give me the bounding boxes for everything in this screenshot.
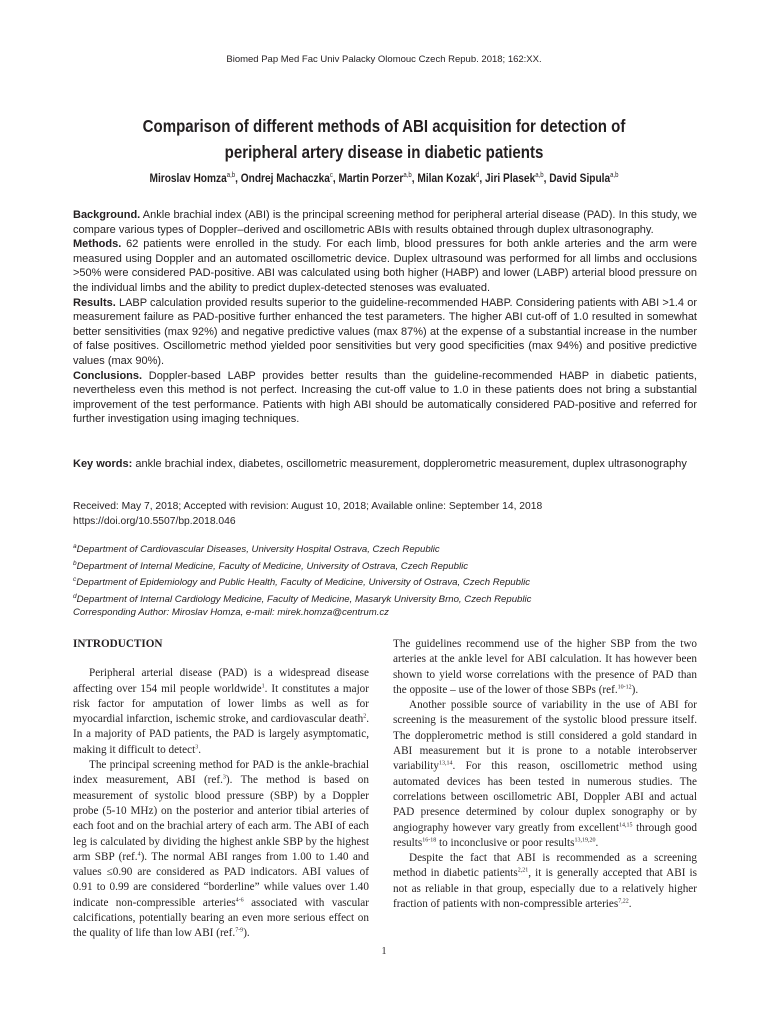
paragraph [73, 666, 369, 758]
conclusions-text: Doppler-based LABP provides better results than the guideline-recommended HABP in diabetic patients, nevertheless even this method is not perfect. Increasing the cut-off value to 1.0 in these patients does not bring a substantial improvement of the test performance. Patients with high ABI should be automatically considered PAD-positive and referred for further investigation using imaging techniques. [73, 369, 697, 426]
author-affiliation-mark: d [476, 172, 480, 180]
text-run: . It constitutes a major risk factor for amputation of lower limbs as well as for myocardial infarction, ischemic stroke, and cardiovascular death [73, 682, 370, 726]
citation-ref[interactable]: 1 [261, 682, 265, 689]
author-affiliation-mark: a,b [610, 172, 619, 180]
citation-ref[interactable]: 16-18 [422, 837, 437, 844]
text-run: . [198, 743, 202, 756]
affiliation-item [73, 590, 697, 607]
citation-ref[interactable]: 13,19,20 [574, 837, 596, 844]
paragraph [393, 637, 697, 698]
author-separator: , [543, 171, 550, 185]
affiliation-mark: d [73, 592, 77, 600]
author-name: Jiri Plasek [485, 171, 536, 185]
keywords-text: ankle brachial index, diabetes, oscillometric measurement, dopplerometric measurement, duplex ultrasonography [132, 458, 687, 470]
text-run: ). [243, 927, 250, 940]
author-affiliation-mark: a,b [403, 172, 412, 180]
article-dates [73, 500, 697, 529]
citation-ref[interactable]: 3 [222, 774, 226, 781]
author-name: Milan Kozak [417, 171, 477, 185]
received-line: Received: May 7, 2018; Accepted with revision: August 10, 2018; Available online: September 14, 2018 [73, 501, 543, 512]
text-run: . In a majority of PAD patients, the PAD is largely asymptomatic, making it difficult to detect [73, 713, 369, 756]
article-title: Comparison of different methods of ABI acquisition for detection of peripheral artery disease in diabetic patients [142, 116, 626, 162]
results-label: Results. [73, 296, 116, 309]
citation-ref[interactable]: 10-12 [617, 684, 632, 691]
author-list [71, 171, 697, 185]
text-run: . [628, 898, 632, 911]
citation-ref[interactable]: 7-9 [235, 927, 244, 934]
text-run: The guidelines recommend use of the higher SBP from the two arteries at the ankle level for ABI calculation. It has however been shown to yield worse correlations with the presence of PAD than the opposite – use of the lower of those SBPs (ref. [393, 638, 697, 696]
abstract-conclusions [73, 369, 697, 427]
text-run: associated with vascular calcifications, potentially bearing an even more serious effect on the quality of life than low ABI (ref. [73, 896, 369, 940]
citation-ref[interactable]: 2,21 [517, 867, 529, 874]
affiliation-text: Department of Internal Cardiology Medicine, Faculty of Medicine, Masaryk University Brno, Czech Republic [76, 593, 532, 605]
affiliation-mark: b [73, 559, 77, 567]
abstract-results [73, 296, 697, 369]
text-run: Another possible source of variability in the use of ABI for screening is the measurement of the systolic blood pressure itself. The dopplerometric method is still considered a gold standard in ABI measurement but it is prone to a notable interobserver variability [393, 699, 697, 773]
author-name: Martin Porzer [338, 171, 404, 185]
text-run: The principal screening method for PAD is the ankle-brachial index measurement, ABI (ref. [73, 759, 369, 787]
author-separator: , [235, 171, 241, 185]
author-affiliation-mark: a,b [226, 172, 236, 180]
author-separator: , [411, 171, 418, 185]
author-name: Ondrej Machaczka [240, 171, 330, 185]
affiliations [73, 540, 697, 620]
keywords-label: Key words: [73, 458, 133, 470]
text-run: ). The method is based on measurement of systolic blood pressure (SBP) by a Doppler probe (5-10 MHz) on the posterior and anterior tibial arteries of each foot and on the brachial artery of each arm. The ABI of each leg is calculated by dividing the highest ankle SBP by the highest arm SBP (ref. [73, 774, 369, 863]
text-run: . For this reason, oscillometric method using automated devices has been tested in numerous studies. The correlations between oscillometric ABI, Doppler ABI and actual PAD presence determined by colour duplex sonography or by angiography however vary greatly from excellent [393, 760, 697, 834]
citation-ref[interactable]: 4 [137, 851, 141, 858]
citation-ref[interactable]: 13,14 [438, 760, 453, 767]
citation-ref[interactable]: 2 [363, 713, 367, 720]
paragraph [73, 758, 369, 942]
section-heading: INTRODUCTION [73, 638, 163, 650]
text-run: , it is generally accepted that ABI is not as reliable in that group, especially due to a relatively higher fraction of patients with non-compressible arteries [393, 867, 698, 911]
affiliation-text: Department of Internal Medicine, Faculty of Medicine, University of Ostrava, Czech Republic [76, 560, 469, 572]
text-run: ). [631, 683, 639, 696]
abstract [73, 208, 697, 427]
paragraph [393, 698, 697, 851]
author-separator: , [479, 171, 486, 185]
body-column-right [393, 637, 697, 912]
text-run: ). The normal ABI ranges from 1.00 to 1.40 and values ≤0.90 are considered as PAD indicators. ABI values of 0.91 to 0.99 are considered “borderline” while values over 1.40 indicate non-compressible arteries [73, 850, 369, 909]
corresponding-author: Corresponding Author: Miroslav Homza, e-mail: mirek.homza@centrum.cz [73, 607, 389, 619]
affiliation-list [73, 540, 697, 606]
keywords [73, 457, 697, 472]
citation-ref[interactable]: 7,22 [618, 898, 629, 905]
background-text: Ankle brachial index (ABI) is the principal screening method for peripheral arterial disease (PAD). In this study, we compare various types of Doppler–derived and oscillometric ABIs with results obtained through duplex ultrasonography. [73, 209, 697, 236]
affiliation-mark: a [73, 543, 77, 550]
methods-text: 62 patients were enrolled in the study. For each limb, blood pressures for both ankle arteries and the arm were measured using Doppler and an automated oscillometric device. Duplex ultrasound was performed for all limbs and occlusions >50% were considered PAD-positive. ABI was calculated using both higher (HABP) and lower (LABP) arterial blood pressure on the individual limbs and the ability to predict duplex-detected stenoses was evaluated. [73, 238, 697, 294]
text-run: . [595, 836, 599, 849]
text-run: Peripheral arterial disease (PAD) is a widespread disease affecting over 154 mil people worldwide [73, 667, 369, 695]
methods-label: Methods. [73, 238, 122, 251]
affiliation-text: Department of Cardiovascular Diseases, University Hospital Ostrava, Czech Republic [76, 544, 440, 556]
affiliation-text: Department of Epidemiology and Public Health, Faculty of Medicine, University of Ostrava, Czech Republic [76, 577, 531, 589]
author-affiliation-mark: a,b [535, 172, 544, 180]
text-run: through good results [393, 821, 697, 849]
text-run: Despite the fact that ABI is recommended as a screening method in diabetic patients [393, 852, 697, 880]
affiliation-item [73, 540, 697, 557]
abstract-methods [73, 237, 697, 295]
abstract-background [73, 208, 697, 237]
body-column-left [73, 637, 369, 942]
background-label: Background. [73, 209, 141, 221]
paragraph [393, 851, 697, 912]
text-run: to inconclusive or poor results [436, 836, 575, 849]
citation-ref[interactable]: 14,15 [618, 821, 633, 828]
author-name: Miroslav Homza [149, 171, 227, 185]
affiliation-mark: c [73, 576, 77, 584]
results-text: LABP calculation provided results superior to the guideline-recommended HABP. Considering patients with ABI >1.4 or measurement failure as PAD-positive further enhanced the test parameters. The higher ABI cut-off of 1.0 resulted in somewhat better sensitivities (max 92%) and negative predictive values (max 87%) at the expense of a substantial increase in the number of false positives. Oscillometric method yielded poor sensitivities but very good specificities (max 94%) and positive predictive values (max 90%). [73, 296, 697, 367]
affiliation-item [73, 557, 697, 574]
affiliation-item [73, 573, 697, 590]
conclusions-label: Conclusions. [73, 369, 143, 382]
author-affiliation-mark: c [329, 172, 333, 180]
doi-link[interactable]: https://doi.org/10.5507/bp.2018.046 [73, 515, 236, 527]
author-name: David Sipula [549, 171, 611, 185]
citation-ref[interactable]: 4-6 [235, 897, 244, 904]
citation-ref[interactable]: 3 [195, 744, 199, 751]
page-number: 1 [381, 946, 387, 957]
journal-header: Biomed Pap Med Fac Univ Palacky Olomouc Czech Repub. 2018; 162:XX. [226, 54, 542, 65]
author-separator: , [332, 171, 339, 185]
